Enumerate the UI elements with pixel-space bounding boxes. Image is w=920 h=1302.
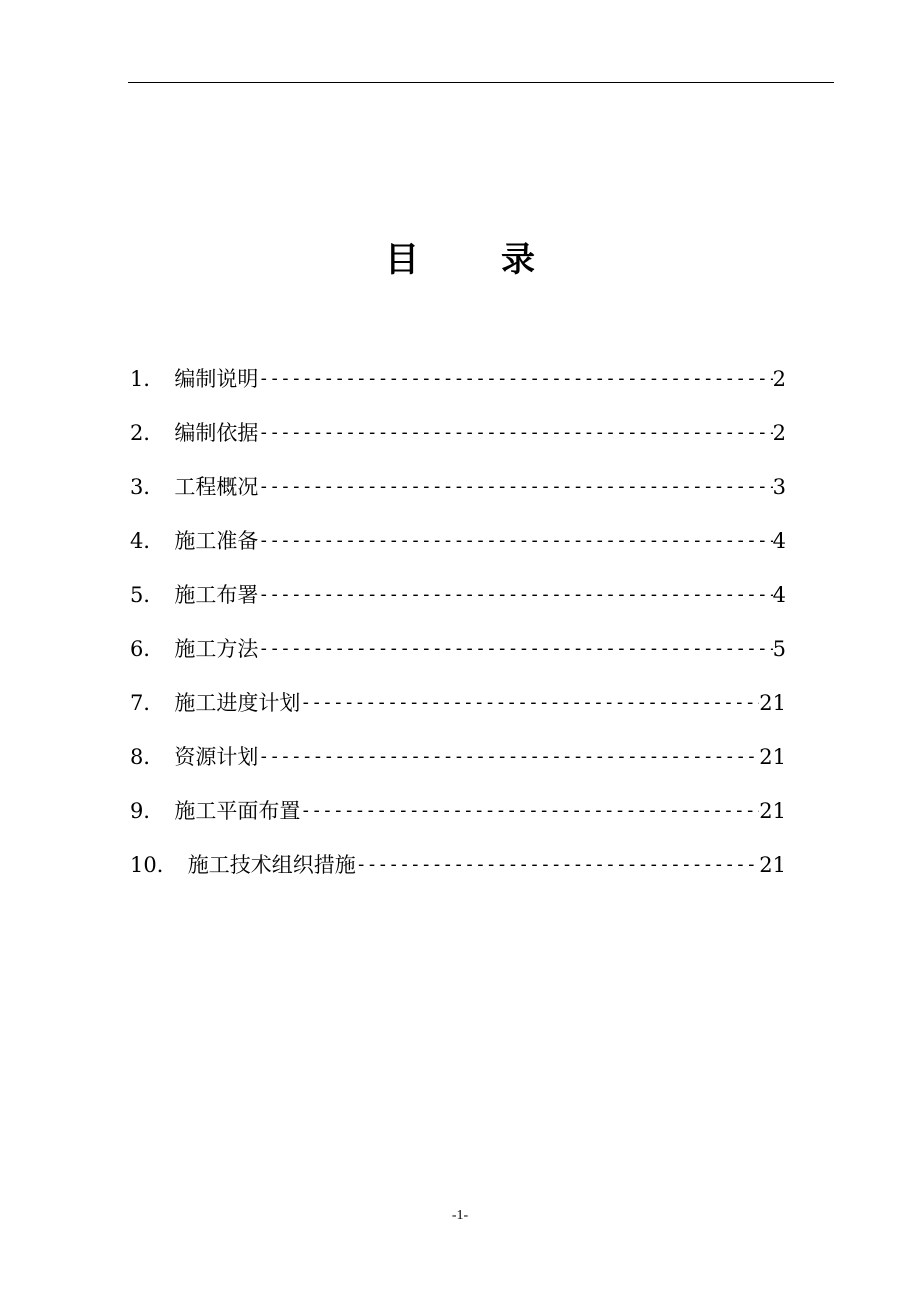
toc-page-number: 4 [772,583,786,607]
toc-entry-3[interactable] [130,460,786,514]
toc-page-number: 21 [759,691,786,715]
footer-page-number: -1- [451,1208,469,1223]
toc-label: 工程概况 [174,475,259,499]
toc-label: 编制说明 [174,367,259,391]
toc-leader [300,791,759,831]
toc-number: 2． [130,421,165,445]
toc-entry-6[interactable] [130,622,786,676]
toc-number: 7． [130,691,165,715]
toc-number: 4． [130,529,165,553]
toc-leader [258,359,772,399]
toc-number: 6． [130,637,165,661]
toc-label: 施工进度计划 [174,691,301,715]
toc-leader [258,467,772,507]
toc-page-number: 21 [759,745,786,769]
toc-label: 编制依据 [174,421,259,445]
toc-page-number: 5 [772,637,786,661]
toc-entry-10[interactable] [130,838,786,892]
toc-label: 施工准备 [174,529,259,553]
toc-number: 5． [130,583,165,607]
toc-label: 施工布署 [174,583,259,607]
toc-entry-1[interactable] [130,352,786,406]
toc-leader [258,629,772,669]
toc-leader [258,413,772,453]
toc-number: 8． [130,745,165,769]
toc-label: 施工方法 [174,637,259,661]
toc-leader [300,683,759,723]
toc-number: 9． [130,799,165,823]
page-title [0,236,920,284]
toc-entry-5[interactable] [130,568,786,622]
toc-entry-7[interactable] [130,676,786,730]
toc-page-number: 2 [772,421,786,445]
title-char-1: 目 [385,240,419,280]
table-of-contents [130,352,786,892]
toc-page-number: 2 [772,367,786,391]
toc-page-number: 21 [759,853,786,877]
toc-entry-4[interactable] [130,514,786,568]
toc-leader [258,737,759,777]
toc-entry-2[interactable] [130,406,786,460]
toc-number: 3． [130,475,165,499]
title-char-2: 录 [501,240,535,280]
toc-label: 资源计划 [174,745,259,769]
toc-leader [258,521,772,561]
toc-label: 施工技术组织措施 [187,853,356,877]
toc-page-number: 21 [759,799,786,823]
toc-number: 1． [130,367,165,391]
toc-page-number: 3 [772,475,786,499]
toc-entry-8[interactable] [130,730,786,784]
toc-number: 10． [130,853,178,877]
toc-page-number: 4 [772,529,786,553]
header-rule [128,82,834,83]
toc-label: 施工平面布置 [174,799,301,823]
toc-entry-9[interactable] [130,784,786,838]
toc-leader [258,575,772,615]
toc-leader [356,845,760,885]
